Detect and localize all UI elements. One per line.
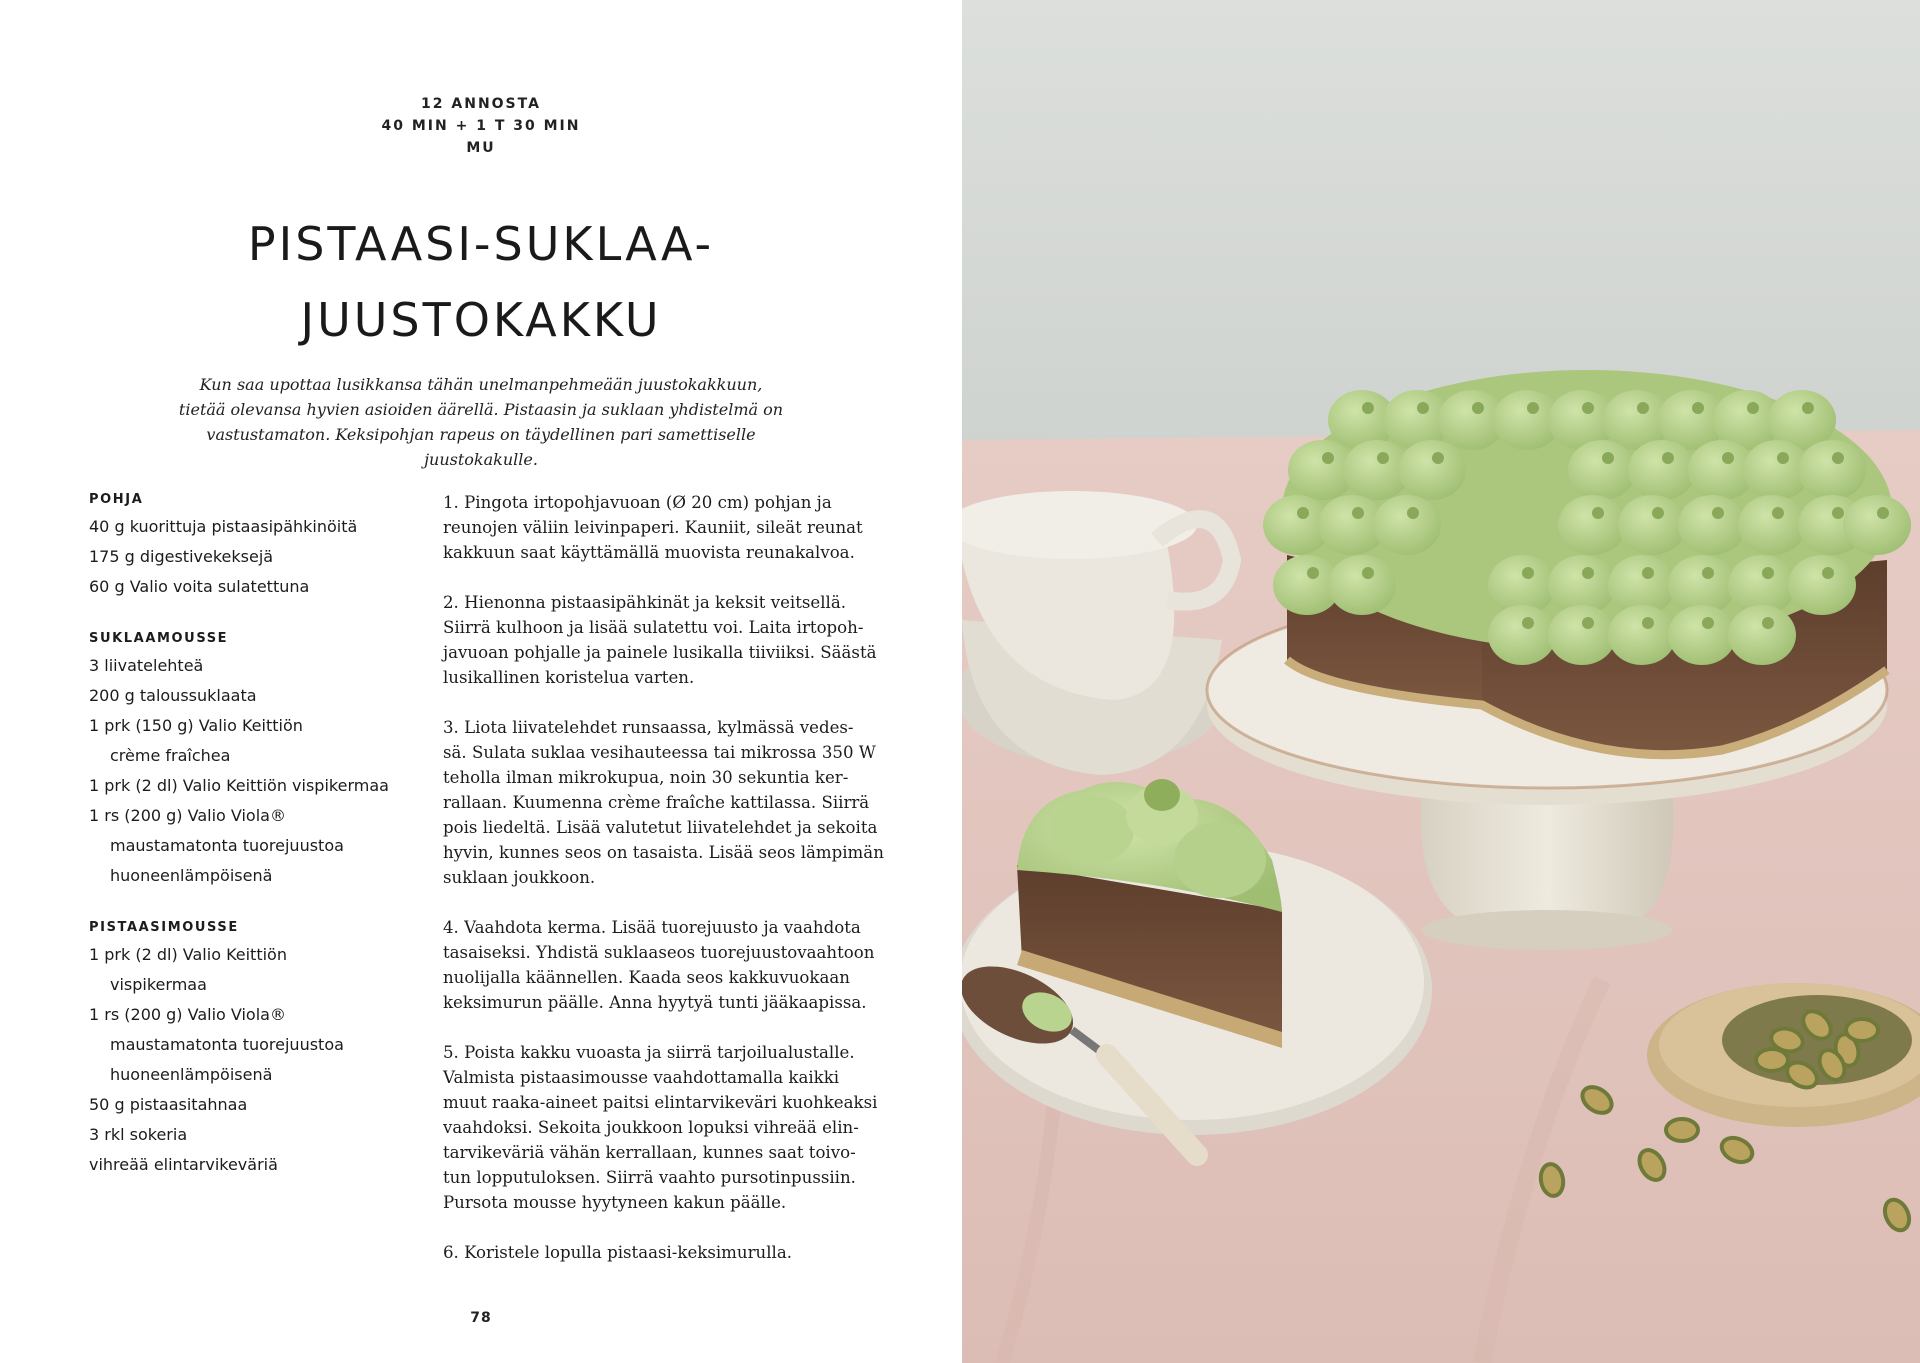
time-label: 40 MIN + 1 T 30 MIN — [381, 118, 581, 134]
recipe-meta — [0, 93, 962, 159]
instruction-line: sä. Sulata suklaa vesihauteessa tai mikrossa 350 W — [443, 743, 876, 762]
ingredient-item: huoneenlämpöisenä — [110, 1065, 273, 1084]
pistachio-crumb — [1297, 507, 1309, 519]
instruction-line: lusikallinen koristelua varten. — [443, 668, 695, 687]
pistachio-crumb — [1702, 567, 1714, 579]
instruction-line: teholla ilman mikrokupua, noin 30 sekuntia ker- — [443, 768, 849, 787]
ingredient-group-heading: POHJA — [89, 492, 144, 507]
pistachio-crumb — [1637, 402, 1649, 414]
ingredient-group-heading: SUKLAAMOUSSE — [89, 631, 229, 646]
pistachio-crumb — [1822, 567, 1834, 579]
wall — [962, 0, 1920, 450]
intro-line: tietää olevansa hyvien asioiden äärellä. Pistaasin ja suklaan yhdistelmä on — [178, 400, 784, 419]
cream-dollop — [1328, 555, 1396, 615]
ingredient-item: vihreää elintarvikeväriä — [89, 1155, 278, 1174]
ingredient-item: 1 prk (2 dl) Valio Keittiön — [89, 945, 287, 964]
instruction-line: 1. Pingota irtopohjavuoan (Ø 20 cm) pohjan ja — [443, 493, 832, 512]
pistachio-crumb — [1642, 567, 1654, 579]
pistachio-crumb — [1582, 567, 1594, 579]
pistachio-crumb — [1417, 402, 1429, 414]
ingredient-group-heading: PISTAASIMOUSSE — [89, 920, 239, 935]
ingredient-item: maustamatonta tuorejuustoa — [110, 1035, 344, 1054]
pistachio-crumb — [1472, 402, 1484, 414]
instruction-line: 4. Vaahdota kerma. Lisää tuorejuusto ja vaahdota — [443, 918, 861, 937]
servings-label: 12 ANNOSTA — [421, 96, 541, 112]
instruction-line: tasaiseksi. Yhdistä suklaaseos tuorejuustovaahtoon — [443, 943, 875, 962]
pistachio-crumb — [1522, 567, 1534, 579]
ingredient-item: 1 rs (200 g) Valio Viola® — [89, 1005, 286, 1024]
instruction-line: Siirrä kulhoon ja lisää sulatettu voi. Laita irtopoh- — [443, 618, 864, 637]
instruction-line: 6. Koristele lopulla pistaasi-keksimurulla. — [443, 1243, 792, 1262]
pistachio — [1846, 1019, 1878, 1041]
pistachio-crumb — [1712, 507, 1724, 519]
pistachio-crumb — [1662, 452, 1674, 464]
pistachio-crumb — [1582, 402, 1594, 414]
pistachio-crumb — [1777, 452, 1789, 464]
recipe-intro — [150, 372, 812, 472]
instruction-step — [443, 715, 884, 890]
ingredient-item: 50 g pistaasitahnaa — [89, 1095, 248, 1114]
cream-dollop — [1618, 495, 1686, 555]
instruction-line: 5. Poista kakku vuoasta ja siirrä tarjoilualustalle. — [443, 1043, 855, 1062]
pistachio-crumb — [1352, 507, 1364, 519]
pistachio-crumb — [1592, 507, 1604, 519]
pistachio-crumb — [1762, 617, 1774, 629]
ingredient-item: 40 g kuorittuja pistaasipähkinöitä — [89, 517, 358, 536]
cake-photo — [962, 0, 1920, 1363]
cream-dollop — [1568, 440, 1636, 500]
instruction-line: suklaan joukkoon. — [443, 868, 596, 887]
pistachio-crumb — [1722, 452, 1734, 464]
pistachio-crumb — [1802, 402, 1814, 414]
cream-dollop — [1608, 605, 1676, 665]
instruction-line: muut raaka-aineet paitsi elintarvikeväri kuohkeaksi — [443, 1093, 878, 1112]
ingredient-item: maustamatonta tuorejuustoa — [110, 836, 344, 855]
page-number: 78 — [470, 1310, 492, 1326]
ingredient-item: 175 g digestivekeksejä — [89, 547, 274, 566]
ingredient-item: 1 prk (2 dl) Valio Keittiön vispikermaa — [89, 776, 389, 795]
cream-dollop — [1738, 495, 1806, 555]
ingredient-group — [89, 629, 449, 891]
pistachio-crumb — [1362, 402, 1374, 414]
instruction-step — [443, 590, 875, 690]
ingredient-item: crème fraîchea — [110, 746, 231, 765]
title-line: JUUSTOKAKKU — [300, 293, 662, 347]
ingredient-group — [89, 490, 449, 602]
pistachio-crumb — [1377, 452, 1389, 464]
cream-dollop — [1398, 440, 1466, 500]
ingredient-item: vispikermaa — [110, 975, 207, 994]
intro-line: Kun saa upottaa lusikkansa tähän unelmanpehmeään juustokakkuun, — [199, 375, 763, 394]
pistachio-crumb — [1582, 617, 1594, 629]
pistachio-crumb — [1702, 617, 1714, 629]
cream-dollop — [1798, 440, 1866, 500]
ingredient-group — [89, 918, 449, 1180]
pistachio-crumb — [1527, 402, 1539, 414]
pistachio-crumb — [1762, 567, 1774, 579]
diet-label: MU — [466, 140, 496, 156]
pistachio-crumb — [1832, 507, 1844, 519]
pistachio-crumb — [1652, 507, 1664, 519]
instruction-step — [443, 915, 875, 1015]
cream-dollop — [1788, 555, 1856, 615]
cream-dollop — [1678, 495, 1746, 555]
instruction-list — [443, 490, 884, 1290]
instruction-step — [443, 490, 875, 565]
cream-dollop — [1728, 605, 1796, 665]
instruction-line: rallaan. Kuumenna crème fraîche kattilassa. Siirrä — [443, 793, 870, 812]
instruction-line: Pursota mousse hyytyneen kakun päälle. — [443, 1193, 787, 1212]
ingredient-list — [89, 490, 449, 1207]
pistachio-crumb — [1522, 617, 1534, 629]
instruction-line: vaahdoksi. Sekoita joukkoon lopuksi vihreää elin- — [443, 1118, 859, 1137]
pistachio — [1666, 1119, 1698, 1141]
instruction-line: 3. Liota liivatelehdet runsaassa, kylmässä vedes- — [443, 718, 854, 737]
instruction-line: 2. Hienonna pistaasipähkinät ja keksit veitsellä. — [443, 593, 847, 612]
cream-dollop — [1488, 605, 1556, 665]
pistachio-crumb — [1642, 617, 1654, 629]
ingredient-item: huoneenlämpöisenä — [110, 866, 273, 885]
ingredient-item: 1 prk (150 g) Valio Keittiön — [89, 716, 303, 735]
instruction-line: reunojen väliin leivinpaperi. Kauniit, sileät reunat — [443, 518, 863, 537]
instruction-step — [443, 1240, 875, 1265]
pistachio-crumb — [1747, 402, 1759, 414]
pistachio — [1756, 1049, 1788, 1071]
cream-dollop — [1843, 495, 1911, 555]
instruction-step — [443, 1040, 878, 1215]
instruction-line: javuoan pohjalle ja painele lusikalla tiiviiksi. Säästä — [443, 643, 877, 662]
cream-dollop — [1548, 605, 1616, 665]
ingredient-item: 3 rkl sokeria — [89, 1125, 188, 1144]
instruction-line: pois liedeltä. Lisää valutetut liivatelehdet ja sekoita — [443, 818, 878, 837]
ingredient-item: 1 rs (200 g) Valio Viola® — [89, 806, 286, 825]
pistachio-crumb — [1602, 452, 1614, 464]
instruction-line: tarvikeväriä vähän kerrallaan, kunnes saat toivo- — [443, 1143, 856, 1162]
pistachio-crumb — [1307, 567, 1319, 579]
pistachio-crumb — [1692, 402, 1704, 414]
cream-dollop — [1558, 495, 1626, 555]
cream-dollop — [1668, 605, 1736, 665]
ingredient-item: 60 g Valio voita sulatettuna — [89, 577, 310, 596]
title-line: PISTAASI-SUKLAA- — [247, 217, 715, 271]
pistachio-crumb — [1322, 452, 1334, 464]
ingredient-item: 200 g taloussuklaata — [89, 686, 257, 705]
pistachio-crumb — [1407, 507, 1419, 519]
pistachio-crumb — [1362, 567, 1374, 579]
instruction-line: Valmista pistaasimousse vaahdottamalla kaikki — [443, 1068, 840, 1087]
instruction-line: nuolijalla käännellen. Kaada seos kakkuvuokaan — [443, 968, 850, 987]
pistachio-crumb — [1772, 507, 1784, 519]
pistachio-crumb — [1432, 452, 1444, 464]
instruction-line: hyvin, kunnes seos on tasaista. Lisää seos lämpimän — [443, 843, 884, 862]
cream-dollop — [1373, 495, 1441, 555]
cake-photo-illustration — [962, 0, 1920, 1363]
recipe-title — [0, 206, 962, 358]
instruction-line: kakkuun saat käyttämällä muovista reunakalvoa. — [443, 543, 855, 562]
instruction-line: tun lopputuloksen. Siirrä vaahto pursotinpussiin. — [443, 1168, 856, 1187]
pistachio-crumb — [1832, 452, 1844, 464]
intro-line: vastustamaton. Keksipohjan rapeus on täydellinen pari samettiselle juustokakulle. — [206, 425, 756, 469]
ingredient-item: 3 liivatelehteä — [89, 656, 204, 675]
cream-dollop — [1628, 440, 1696, 500]
instruction-line: keksimurun päälle. Anna hyytyä tunti jääkaapissa. — [443, 993, 867, 1012]
pistachio-crumb — [1877, 507, 1889, 519]
